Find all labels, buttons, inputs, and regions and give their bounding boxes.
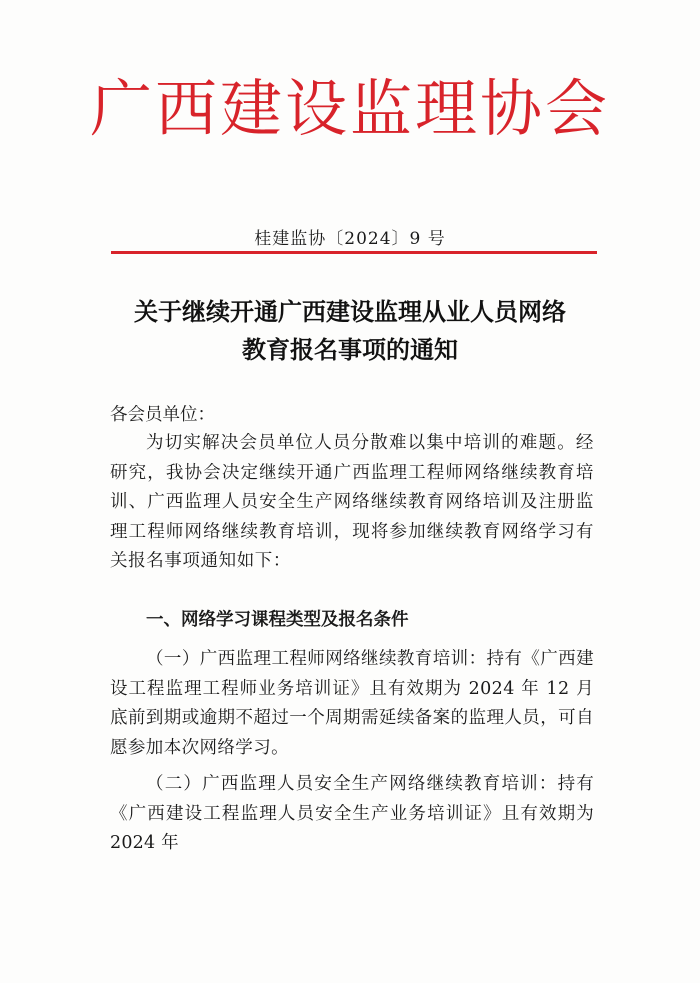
notice-title-line-1: 关于继续开通广西建设监理从业人员网络 xyxy=(134,297,566,326)
letterhead-org-name: 广西建设监理协会 xyxy=(89,72,610,145)
section-heading-1: 一、网络学习课程类型及报名条件 xyxy=(146,610,409,630)
notice-title xyxy=(0,293,700,369)
item-1-paragraph: （一）广西监理工程师网络继续教育培训：持有《广西建设工程监理工程师业务培训证》且有效期为 2024 年 12 月底前到期或逾期不超过一个周期需延续备案的监理人员，可自愿参加本次网络学习。 xyxy=(110,649,594,758)
item-2-paragraph: （二）广西监理人员安全生产网络继续教育培训：持有《广西建设工程监理人员安全生产业务培训证》且有效期为 2024 年 xyxy=(110,774,594,853)
letterhead-divider xyxy=(111,251,597,254)
notice-title-line-2: 教育报名事项的通知 xyxy=(242,335,458,364)
document-number: 桂建监协〔2024〕9 号 xyxy=(254,229,446,249)
salutation: 各会员单位： xyxy=(110,405,215,425)
intro-paragraph: 为切实解决会员单位人员分散难以集中培训的难题。经研究，我协会决定继续开通广西监理工程师网络继续教育培训、广西监理人员安全生产网络继续教育网络培训及注册监理工程师网络继续教育培训，现将参加继续教育网络学习有关报名事项通知如下： xyxy=(110,433,594,571)
